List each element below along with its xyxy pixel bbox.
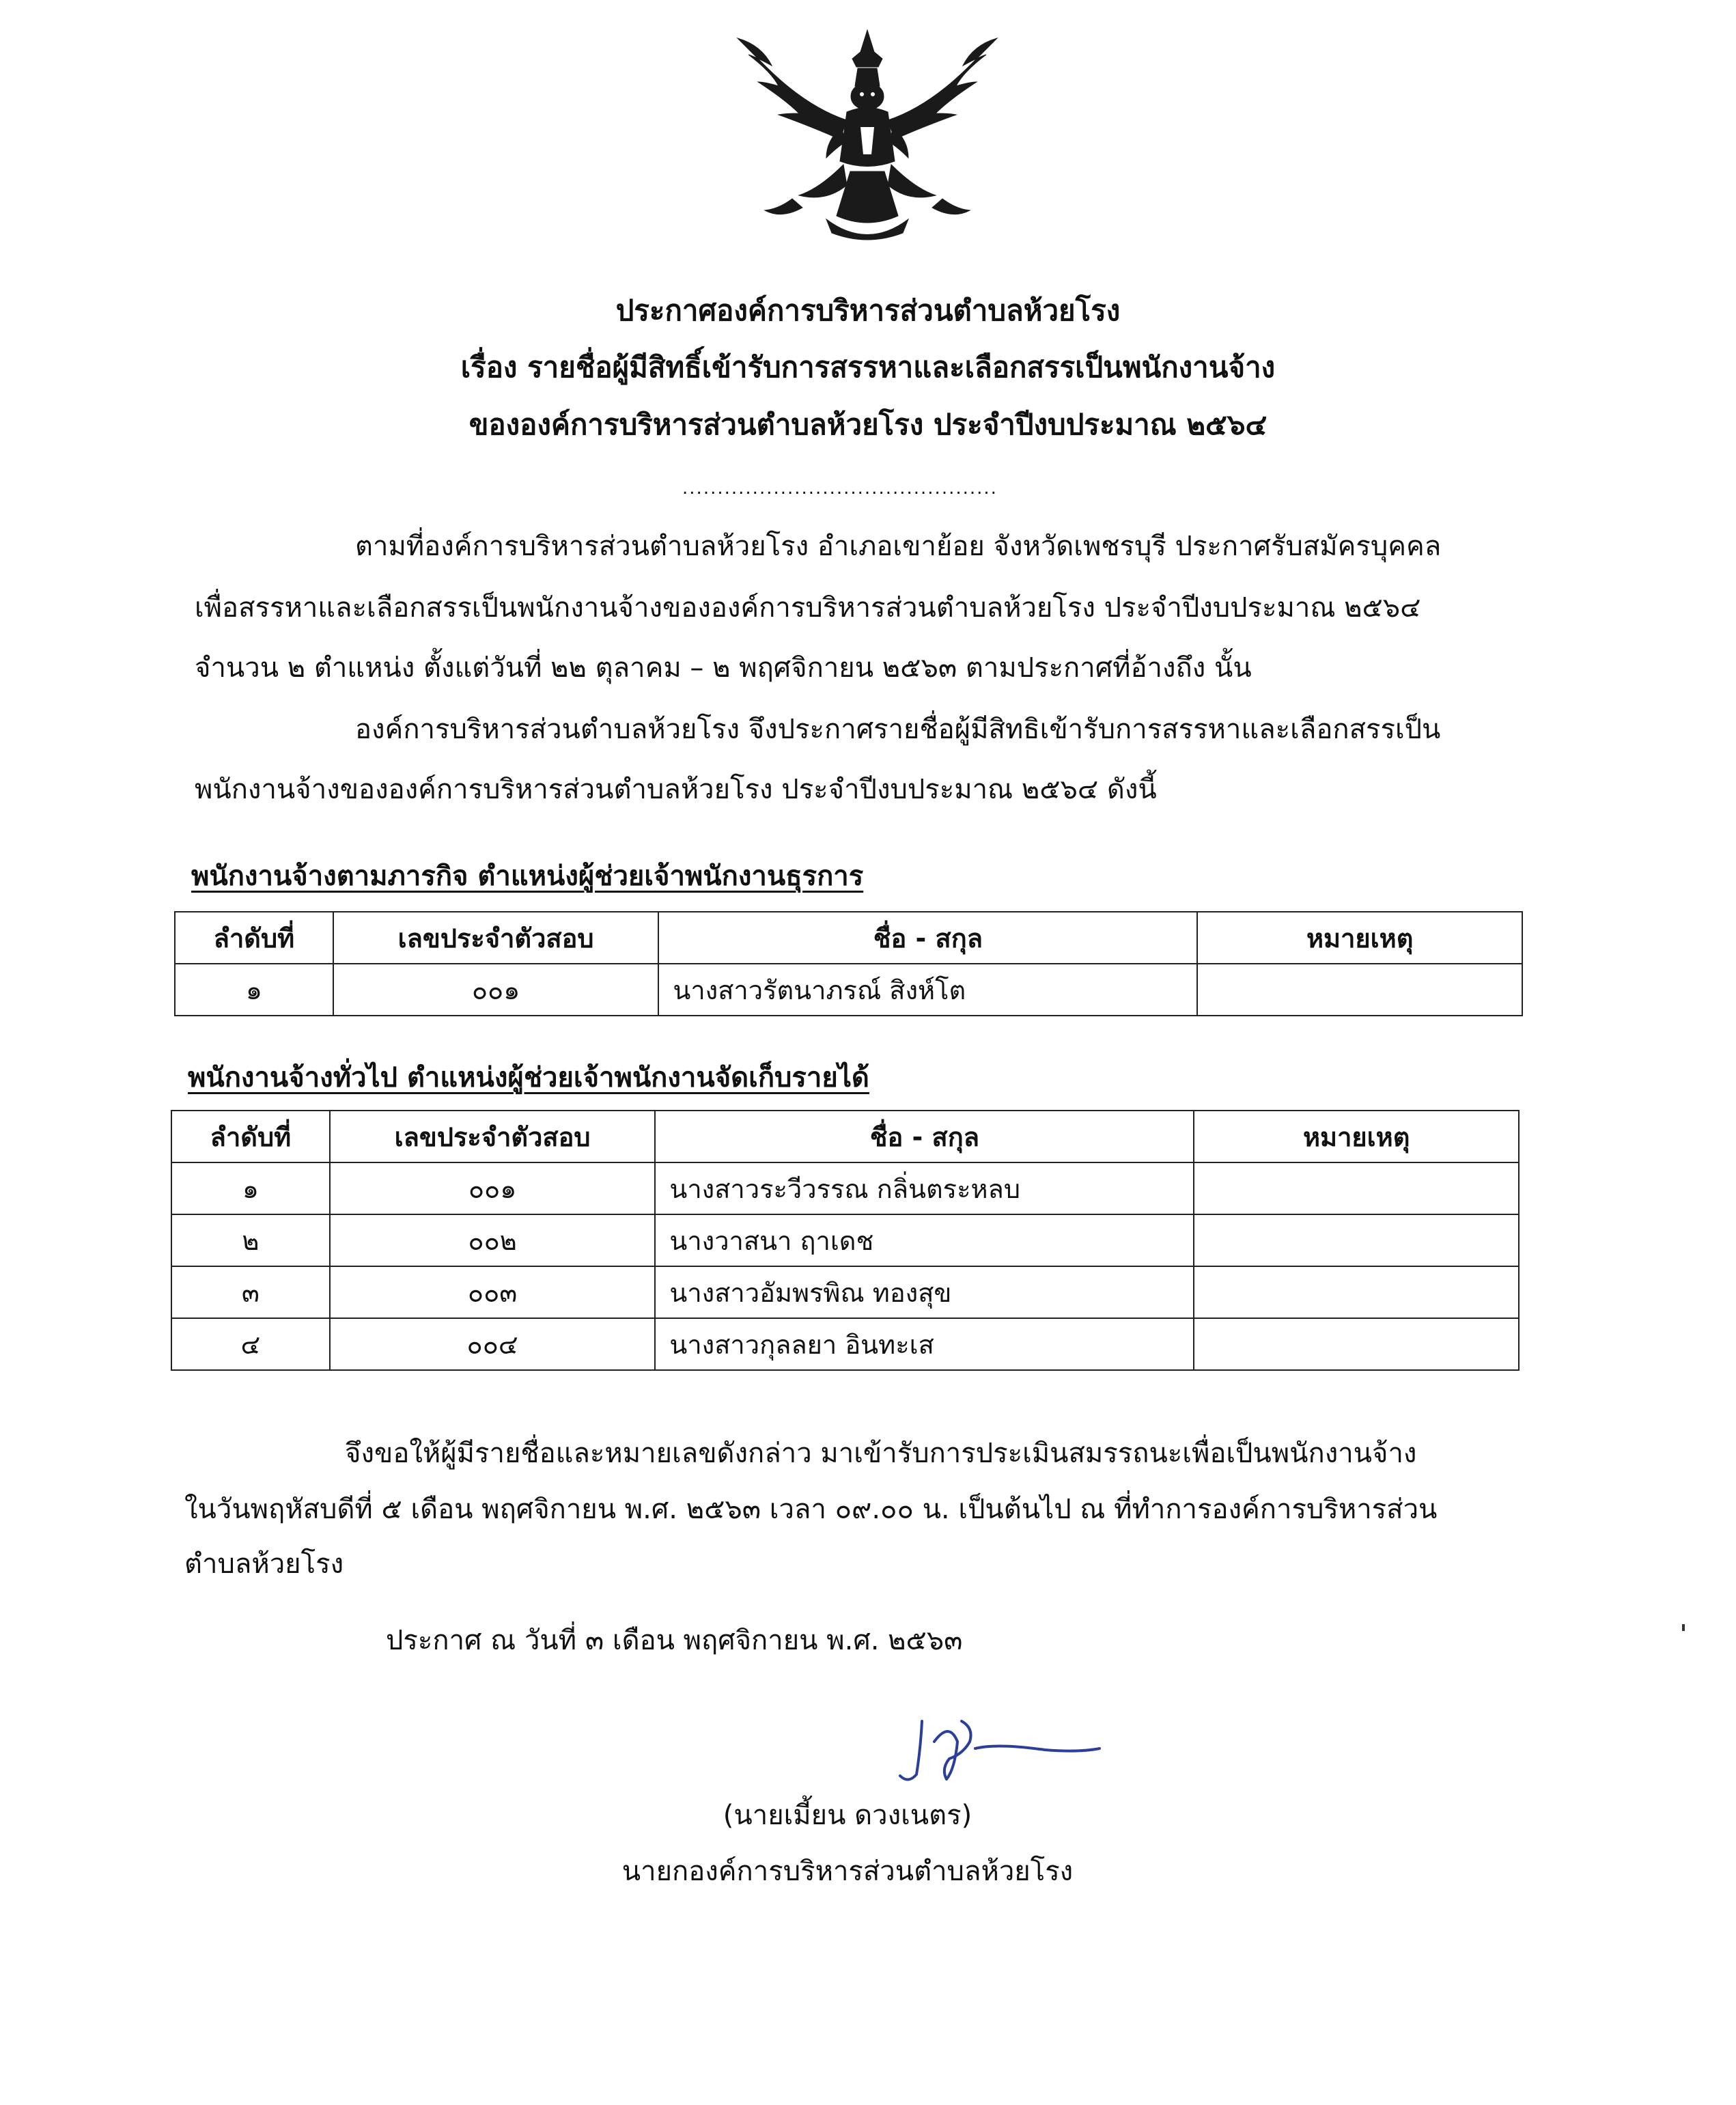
section-2-heading: พนักงานจ้างทั่วไป ตำแหน่งผู้ช่วยเจ้าพนักงานจัดเก็บรายได้ <box>188 1062 869 1093</box>
row-remark <box>1194 1318 1519 1370</box>
row-exam-id: ๐๐๒ <box>330 1214 656 1266</box>
document-subject: เรื่อง รายชื่อผู้มีสิทธิ์เข้ารับการสรรหาและเลือกสรรเป็นพนักงานจ้าง <box>460 350 1276 384</box>
announcement-date: ประกาศ ณ วันที่ ๓ เดือน พฤศจิกายน พ.ศ. ๒๕๖๓ <box>386 1625 963 1656</box>
closing-paragraph-line-3: ตำบลห้วยโรง <box>184 1548 344 1580</box>
section-2-table <box>171 1110 1520 1371</box>
row-name: นางสาวระวีวรรณ กลิ่นตระหลบ <box>655 1162 1194 1214</box>
table-row <box>171 1318 1519 1370</box>
closing-paragraph-line-2: ในวันพฤหัสบดีที่ ๕ เดือน พฤศจิกายน พ.ศ. ๒๕๖๓ เวลา ๐๙.๐๐ น. เป็นต้นไป ณ ที่ทำการองค์การบริหารส่วน <box>184 1494 1438 1525</box>
intro-paragraph-2-line-1: องค์การบริหารส่วนตำบลห้วยโรง จึงประกาศรายชื่อผู้มีสิทธิเข้ารับการสรรหาและเลือกสรรเป็น <box>355 714 1441 745</box>
row-remark <box>1194 1214 1519 1266</box>
section-1-table <box>174 911 1523 1016</box>
intro-paragraph-1-line-2: เพื่อสรรหาและเลือกสรรเป็นพนักงานจ้างขององค์การบริหารส่วนตำบลห้วยโรง ประจำปีงบประมาณ ๒๕๖๔ <box>195 592 1421 624</box>
header-exam-id: เลขประจำตัวสอบ <box>333 912 659 964</box>
table-row <box>171 1162 1519 1214</box>
scan-speck <box>1682 1624 1685 1631</box>
header-name: ชื่อ - สกุล <box>655 1111 1194 1162</box>
row-order: ๑ <box>171 1162 330 1214</box>
row-remark <box>1197 964 1522 1016</box>
row-remark <box>1194 1266 1519 1318</box>
header-exam-id: เลขประจำตัวสอบ <box>330 1111 656 1162</box>
row-name: นางวาสนา ฤาเดช <box>655 1214 1194 1266</box>
table-row <box>171 1266 1519 1318</box>
row-exam-id: ๐๐๑ <box>330 1162 656 1214</box>
row-exam-id: ๐๐๑ <box>333 964 659 1016</box>
header-name: ชื่อ - สกุล <box>658 912 1197 964</box>
row-order: ๑ <box>175 964 333 1016</box>
document-title: ประกาศองค์การบริหารส่วนตำบลห้วยโรง <box>615 294 1121 327</box>
row-remark <box>1194 1162 1519 1214</box>
row-name: นางสาวกุลลยา อินทะเส <box>655 1318 1194 1370</box>
intro-paragraph-2-line-2: พนักงานจ้างขององค์การบริหารส่วนตำบลห้วยโรง ประจำปีงบประมาณ ๒๕๖๔ ดังนี้ <box>195 774 1157 805</box>
row-exam-id: ๐๐๓ <box>330 1266 656 1318</box>
handwritten-signature <box>881 1694 1113 1796</box>
row-exam-id: ๐๐๔ <box>330 1318 656 1370</box>
intro-paragraph-1-line-1: ตามที่องค์การบริหารส่วนตำบลห้วยโรง อำเภอเขาย้อย จังหวัดเพชรบุรี ประกาศรับสมัครบุคคล <box>355 531 1442 562</box>
table-row <box>175 964 1522 1016</box>
intro-paragraph-1-line-3: จำนวน ๒ ตำแหน่ง ตั้งแต่วันที่ ๒๒ ตุลาคม – ๒ พฤศจิกายน ๒๕๖๓ ตามประกาศที่อ้างถึง นั้น <box>195 652 1252 684</box>
header-remark: หมายเหตุ <box>1197 912 1522 964</box>
row-name: นางสาวอัมพรพิณ ทองสุข <box>655 1266 1194 1318</box>
row-order: ๒ <box>171 1214 330 1266</box>
section-1-heading: พนักงานจ้างตามภารกิจ ตำแหน่งผู้ช่วยเจ้าพนักงานธุรการ <box>191 861 864 892</box>
garuda-emblem-icon <box>724 25 1011 250</box>
closing-paragraph-line-1: จึงขอให้ผู้มีรายชื่อและหมายเลขดังกล่าว มาเข้ารับการประเมินสมรรถนะเพื่อเป็นพนักงานจ้าง <box>345 1438 1417 1469</box>
row-order: ๔ <box>171 1318 330 1370</box>
table-row <box>171 1214 1519 1266</box>
row-order: ๓ <box>171 1266 330 1318</box>
separator-dots: ............................................. <box>682 478 998 499</box>
document-subject-continued: ขององค์การบริหารส่วนตำบลห้วยโรง ประจำปีงบประมาณ ๒๕๖๔ <box>468 408 1268 441</box>
signatory-name: (นายเมี้ยน ดวงเนตร) <box>723 1800 972 1831</box>
header-remark: หมายเหตุ <box>1194 1111 1519 1162</box>
header-order: ลำดับที่ <box>171 1111 330 1162</box>
table-header-row <box>175 912 1522 964</box>
signatory-title: นายกองค์การบริหารส่วนตำบลห้วยโรง <box>621 1856 1074 1887</box>
row-name: นางสาวรัตนาภรณ์ สิงห์โต <box>658 964 1197 1016</box>
table-header-row <box>171 1111 1519 1162</box>
header-order: ลำดับที่ <box>175 912 333 964</box>
